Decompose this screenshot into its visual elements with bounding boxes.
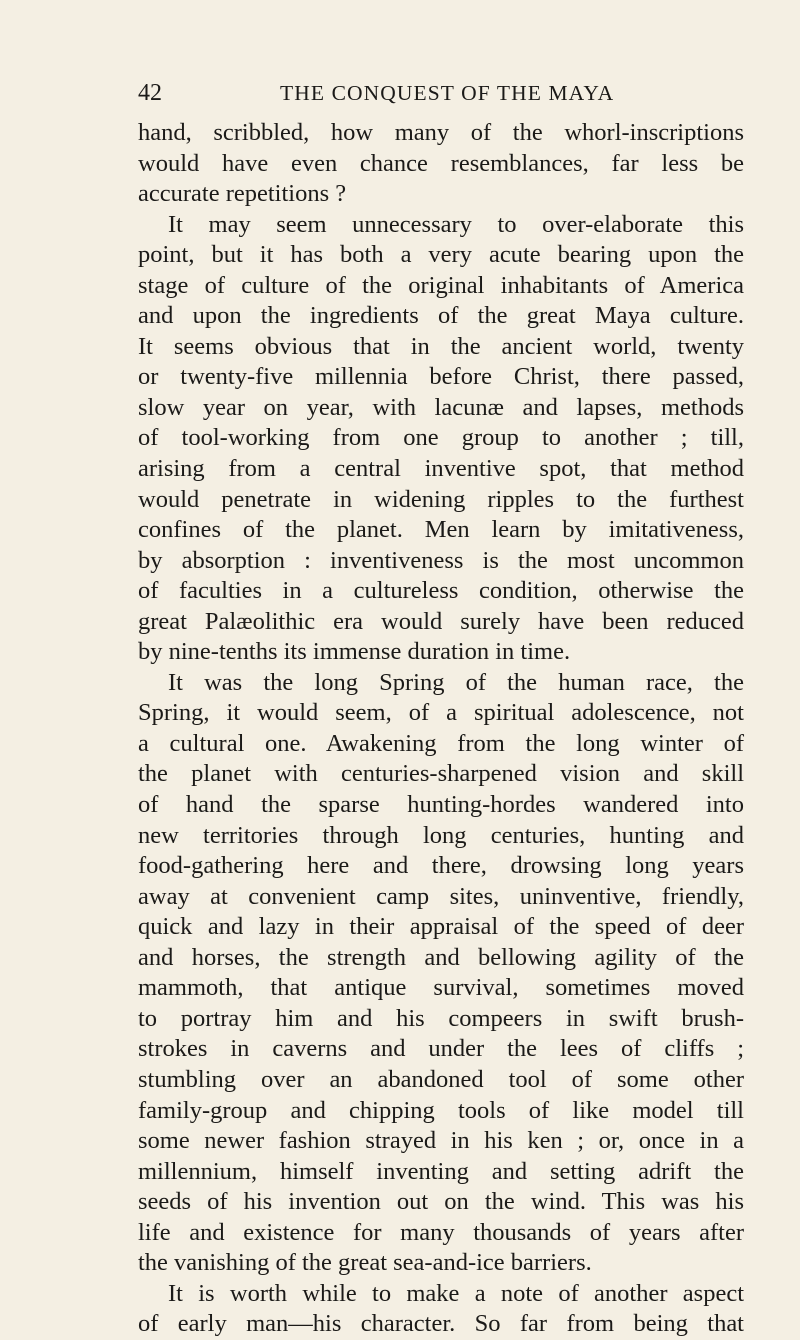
text-line: family-group and chipping tools of like model till	[138, 1096, 744, 1124]
text-line: hand, scribbled, how many of the whorl-inscriptions	[138, 119, 744, 146]
page-number: 42	[138, 80, 162, 106]
text-line: to portray him and his compeers in swift brush-	[138, 1004, 744, 1032]
text-line: quick and lazy in their appraisal of the speed of deer	[138, 913, 744, 941]
text-line: arising from a central inventive spot, that method	[138, 455, 744, 483]
text-line: by nine-tenths its immense duration in time.	[138, 638, 571, 666]
text-line: stage of culture of the original inhabitants of America	[138, 271, 744, 299]
text-line: point, but it has both a very acute bearing upon the	[138, 241, 744, 269]
text-line: and horses, the strength and bellowing agility of the	[138, 943, 744, 971]
text-line: It seems obvious that in the ancient world, twenty	[138, 332, 744, 360]
text-line: accurate repetitions ?	[138, 180, 347, 208]
text-line: by absorption : inventiveness is the most uncommon	[138, 546, 744, 574]
text-line: great Palæolithic era would surely have been reduced	[138, 607, 744, 635]
text-line: confines of the planet. Men learn by imitativeness,	[138, 516, 744, 544]
text-line: It was the long Spring of the human race, the	[168, 668, 744, 696]
text-line: It is worth while to make a note of another aspect	[168, 1279, 744, 1307]
text-line: new territories through long centuries, hunting and	[138, 821, 744, 849]
text-line: the planet with centuries-sharpened vision and skill	[138, 760, 744, 788]
text-line: and upon the ingredients of the great Maya culture.	[138, 302, 744, 330]
text-line: away at convenient camp sites, uninventive, friendly,	[138, 882, 744, 910]
text-line: slow year on year, with lacunæ and lapses, methods	[138, 393, 744, 421]
text-line: a cultural one. Awakening from the long winter of	[138, 729, 744, 757]
text-line: of faculties in a cultureless condition, otherwise the	[138, 577, 744, 605]
text-line: life and existence for many thousands of years after	[138, 1218, 744, 1246]
text-line: would have even chance resemblances, far less be	[138, 149, 744, 177]
text-line: millennium, himself inventing and setting adrift the	[138, 1157, 744, 1185]
text-line: mammoth, that antique survival, sometimes moved	[138, 974, 744, 1002]
text-line: or twenty-five millennia before Christ, there passed,	[138, 363, 744, 391]
text-line: It may seem unnecessary to over-elaborate this	[168, 210, 744, 238]
body-text	[138, 118, 744, 1340]
text-line: the vanishing of the great sea-and-ice barriers.	[138, 1249, 592, 1277]
running-head: THE CONQUEST OF THE MAYA	[280, 81, 615, 105]
text-line: food-gathering here and there, drowsing long years	[138, 852, 744, 880]
text-line: Spring, it would seem, of a spiritual adolescence, not	[138, 699, 744, 727]
page-header	[138, 78, 738, 108]
text-line: stumbling over an abandoned tool of some other	[138, 1065, 744, 1093]
text-line: of early man—his character. So far from being that	[138, 1310, 744, 1338]
text-line: would penetrate in widening ripples to the furthest	[138, 485, 744, 513]
text-line: of hand the sparse hunting-hordes wandered into	[138, 791, 744, 819]
text-line: seeds of his invention out on the wind. This was his	[138, 1188, 744, 1216]
text-line: some newer fashion strayed in his ken ; or, once in a	[138, 1127, 744, 1155]
text-line: of tool-working from one group to another ; till,	[138, 424, 744, 452]
text-line: strokes in caverns and under the lees of cliffs ;	[138, 1035, 744, 1063]
